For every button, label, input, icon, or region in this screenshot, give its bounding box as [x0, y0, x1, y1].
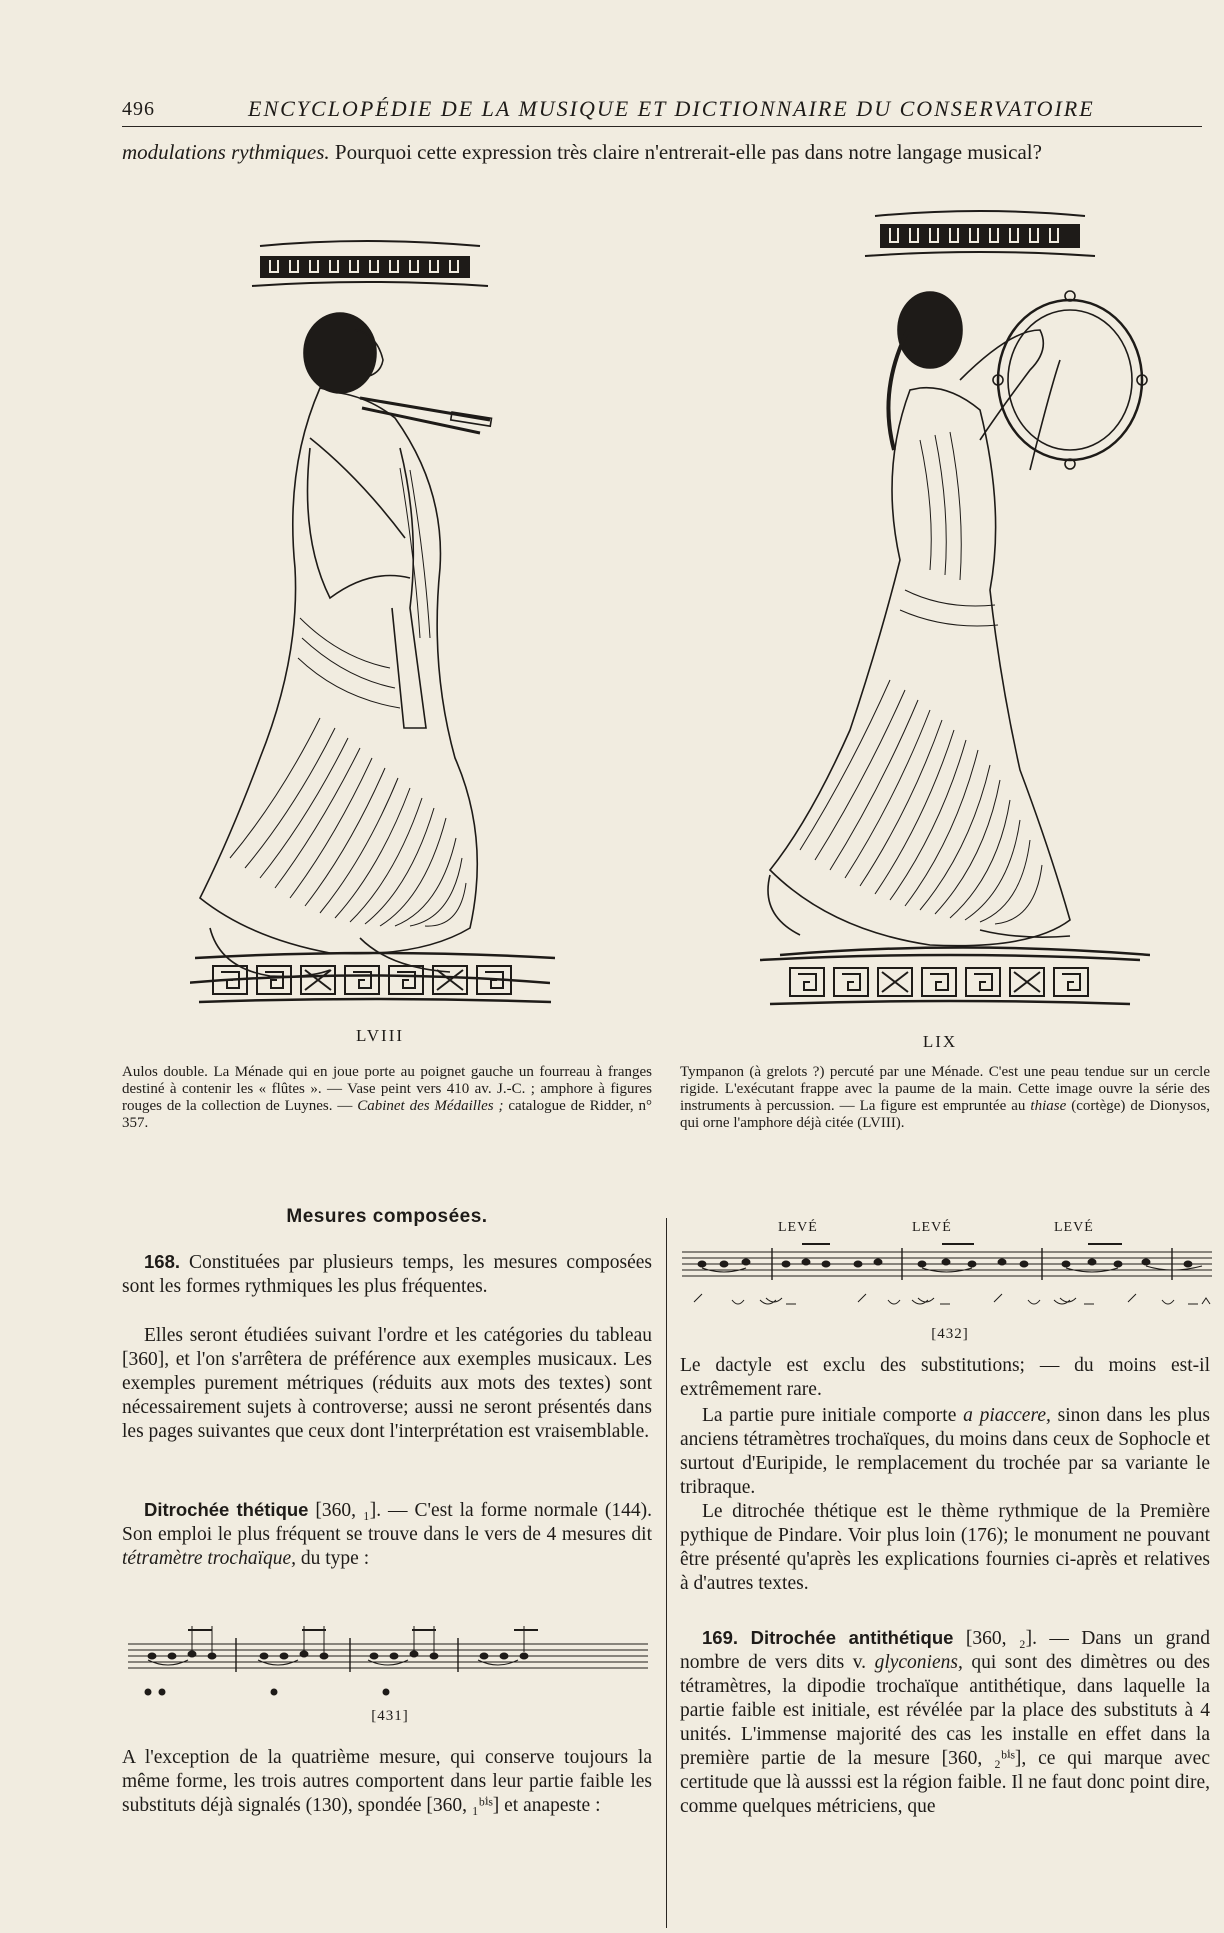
figure-lix-meander [760, 952, 1140, 1012]
partie-pure-1: La partie pure initiale comporte [702, 1405, 964, 1426]
paragraph-168 [122, 1250, 652, 1299]
figure-lix-label: LIX [922, 1032, 958, 1051]
figure-lviii-caption [122, 1064, 652, 1132]
paragraph-169 [680, 1626, 1210, 1819]
leve-label-3: LEVÉ [1054, 1220, 1094, 1235]
ditrochee-end: du type : [296, 1548, 370, 1569]
caption-lviii-italic: Cabinet des Médailles ; [357, 1098, 504, 1114]
intro-rest: Pourquoi cette expression très claire n'entrerait-elle pas dans notre langage musical? [329, 140, 1042, 164]
column-divider [666, 1218, 667, 1928]
paragraph-dactyle: Le dactyle est exclu des substitutions; — du moins est-il extrêmement rare. [680, 1355, 1210, 1400]
staff-lines [128, 1644, 648, 1668]
example-432-label: [432] [931, 1326, 969, 1342]
paragraph-elles: Elles seront étudiées suivant l'ordre et les catégories du tableau [360], et l'on s'arrêtera de préférence aux exemples musicaux. Les exemples purement métriques (réduits aux mots des textes) sont nécessairement sujets à controverse; aussi ne seront présentés dans les pages suivantes que ceux dont l'interprétation est vraisemblable. [122, 1325, 652, 1442]
paragraph-169-ref: [360, ₂]. — Dans un grand nombre de vers dits v. [680, 1628, 1210, 1673]
paragraph-169-heading: 169. Ditrochée antithétique [702, 1627, 954, 1648]
leve-label-2: LEVÉ [912, 1220, 952, 1235]
paragraph-169-rest: qui sont des dimètres ou des tétramètres, la dipodie trochaïque antithétique, dans laquelle la partie faible est initiale, est révélée par la place des substituts à 4 unités. L'immense majorité des cas les installe en effet dans la première partie de la mesure [360, ₂ᵇⁱˢ], ce qui marque avec certitude que là ausssi est la région faible. Il ne faut donc point dire, comme quelques métriciens, que [680, 1652, 1210, 1817]
paragraph-169-italic: glyconiens, [874, 1652, 963, 1673]
music-example-432 [682, 1240, 1212, 1326]
caption-lix-part2: (cortège) de Dionysos, qui orne l'amphore déjà citée (LVIII). [680, 1098, 1210, 1131]
partie-pure-2: sinon dans les plus anciens tétramètres trochaïques, du moins dans ceux de Sophocle et surtout d'Euripide, le remplacement du trochée par sa variante le tribraque. [680, 1405, 1210, 1498]
music-example-431 [128, 1616, 648, 1706]
figure-lviii-meander [195, 950, 555, 1010]
paragraph-168-number: 168. [144, 1251, 181, 1272]
header-rule [122, 126, 1202, 127]
partie-pure-italic: a piaccere, [963, 1405, 1051, 1426]
figure-lix-caption [680, 1064, 1210, 1132]
intro-italic: modulations rythmiques. [122, 140, 330, 164]
section-title: Mesures composées. [286, 1206, 488, 1227]
intro-line [122, 140, 1212, 165]
caption-lix-italic: thiase [1030, 1098, 1067, 1114]
caption-lviii-part1: Aulos double. La Ménade qui en joue porte au poignet gauche un fourreau à franges destiné à contenir les « flûtes ». — Vase peint vers 410 av. J.-C. ; amphore à figures rouges de la collection de Luynes. — [122, 1064, 652, 1114]
paragraph-168-text: Constituées par plusieurs temps, les mesures composées sont les formes rythmiques les plus fréquentes. [122, 1252, 652, 1297]
running-title: ENCYCLOPÉDIE DE LA MUSIQUE ET DICTIONNAIRE DU CONSERVATOIRE [248, 96, 1095, 121]
ditrochee-italic: tétramètre trochaïque, [122, 1548, 297, 1569]
example-431-label: [431] [371, 1708, 409, 1724]
figure-lviii-label: LVIII [355, 1026, 405, 1045]
caption-lix-part1: Tympanon (à grelots ?) percuté par une Ménade. C'est une peau tendue sur un cercle rigide. L'exécutant frappe avec la paume de la main. Cette image ouvre la série des instruments à percussion. — La figure est empruntée au [680, 1064, 1210, 1114]
ditrochee-ref: [360, ₁]. — C'est la forme normale (144). Son emploi le plus fréquent se trouve dans le vers de 4 mesures dit [122, 1500, 652, 1545]
leve-label-1: LEVÉ [778, 1220, 818, 1235]
figure-lviii-illustration [190, 238, 550, 1018]
caption-lviii-part2: catalogue de Ridder, n° 357. [122, 1098, 652, 1131]
page-number: 496 [122, 98, 155, 120]
figure-lix-illustration [730, 210, 1150, 980]
ditrochee-thetique-term: Ditrochée thétique [144, 1499, 309, 1520]
paragraph-partie-pure [680, 1404, 1210, 1500]
paragraph-exception: A l'exception de la quatrième mesure, qui conserve toujours la même forme, les trois autres comportent dans leur partie faible les substituts déjà signalés (130), spondée [360, ₁ᵇⁱˢ] et anapeste : [122, 1747, 652, 1816]
paragraph-ditrochee-pindare: Le ditrochée thétique est le thème rythmique de la Première pythique de Pindare. Voir plus loin (176); le monument ne pouvant être présenté qu'après les explications fournies ci-après et relatives à d'autres textes. [680, 1501, 1210, 1594]
paragraph-ditrochee-thetique [122, 1498, 652, 1571]
